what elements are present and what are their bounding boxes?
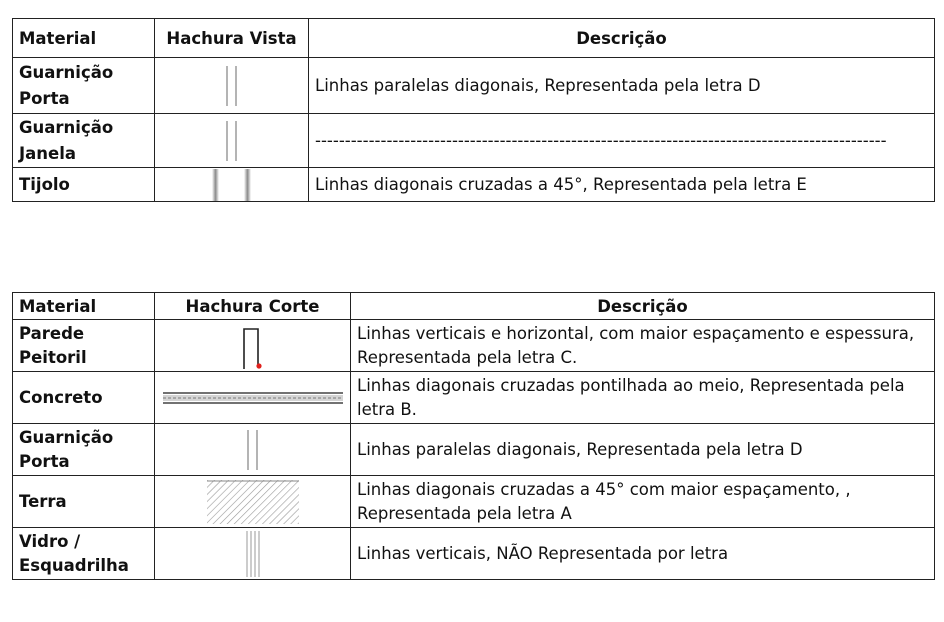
hatch-section-table	[12, 292, 935, 580]
column-header-hatch: Hachura Vista	[155, 19, 309, 58]
table-row	[13, 114, 935, 168]
table-row	[13, 372, 935, 424]
hatch-cell	[155, 114, 309, 168]
description-cell: Linhas diagonais cruzadas a 45° com maior espaçamento, , Representada pela letra A	[351, 476, 935, 528]
hatch-cell	[155, 58, 309, 114]
double-vertical-lines-icon	[243, 430, 263, 470]
concrete-band-icon	[163, 391, 343, 405]
parapet-outline-icon	[238, 323, 268, 369]
hatch-cell	[155, 372, 351, 424]
material-cell: Guarnição Porta	[13, 424, 155, 476]
hatch-cell	[155, 168, 309, 202]
column-header-material: Material	[13, 19, 155, 58]
table-header-row	[13, 293, 935, 320]
description-cell: Linhas paralelas diagonais, Representada pela letra D	[351, 424, 935, 476]
table-row	[13, 476, 935, 528]
column-header-description: Descrição	[351, 293, 935, 320]
description-cell: Linhas paralelas diagonais, Representada pela letra D	[309, 58, 935, 114]
column-header-material: Material	[13, 293, 155, 320]
hatch-cell	[155, 424, 351, 476]
table-row	[13, 320, 935, 372]
hatch-cell	[155, 320, 351, 372]
hatch-view-table	[12, 18, 935, 202]
material-cell: Guarnição Janela	[13, 114, 155, 168]
diagonal-hatch-icon	[207, 480, 299, 524]
column-header-hatch: Hachura Corte	[155, 293, 351, 320]
table-row	[13, 58, 935, 114]
description-cell: Linhas diagonais cruzadas a 45°, Representada pela letra E	[309, 168, 935, 202]
table-row	[13, 528, 935, 580]
description-cell: Linhas verticais, NÃO Representada por letra	[351, 528, 935, 580]
hatch-cell	[155, 528, 351, 580]
double-vertical-lines-icon	[222, 66, 242, 106]
double-vertical-lines-icon	[222, 121, 242, 161]
material-cell: Guarnição Porta	[13, 58, 155, 114]
material-cell: Concreto	[13, 372, 155, 424]
description-cell: Linhas diagonais cruzadas pontilhada ao meio, Representada pela letra B.	[351, 372, 935, 424]
table-header-row	[13, 19, 935, 58]
material-cell: Parede Peitoril	[13, 320, 155, 372]
description-cell: ------------------------------------------------------------------------------------------------	[309, 114, 935, 168]
table-row	[13, 168, 935, 202]
material-cell: Tijolo	[13, 168, 155, 202]
description-cell: Linhas verticais e horizontal, com maior espaçamento e espessura, Representada pela letra C.	[351, 320, 935, 372]
material-cell: Terra	[13, 476, 155, 528]
hatch-cell	[155, 476, 351, 528]
wide-gray-double-lines-icon	[210, 169, 254, 201]
material-cell: Vidro / Esquadrilha	[13, 528, 155, 580]
column-header-description: Descrição	[309, 19, 935, 58]
table-row	[13, 424, 935, 476]
multi-vertical-lines-icon	[244, 531, 262, 577]
